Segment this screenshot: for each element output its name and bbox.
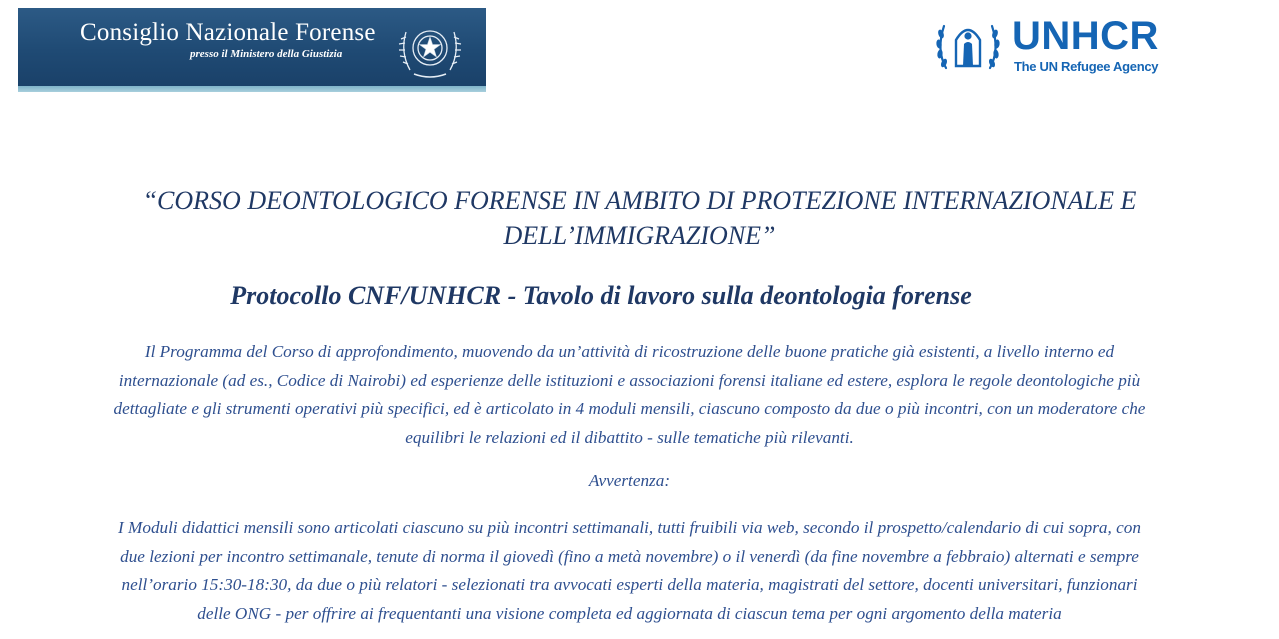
warning-label-text: Avvertenza: xyxy=(588,471,671,490)
unhcr-tagline: The UN Refugee Agency xyxy=(1014,59,1159,74)
cnf-banner-stripe xyxy=(18,86,486,92)
course-title-line-2: DELL’IMMIGRAZIONE” xyxy=(503,221,776,250)
notice-line-3: nell’orario 15:30-18:30, da due o più relatori - selezionati tra avvocati esperti della materia, magistrati del settore, docenti universitari, funzionari xyxy=(121,575,1138,594)
intro-line-2: internazionale (ad es., Codice di Nairobi) ed esperienze delle istituzioni e associazioni forensi italiane ed estere, esplora le regole deontologiche più xyxy=(118,370,1141,390)
course-title-line-1: “CORSO DEONTOLOGICO FORENSE IN AMBITO DI PROTEZIONE INTERNAZIONALE E xyxy=(142,186,1137,215)
notice-line-2: due lezioni per incontro settimanale, tenute di norma il giovedì (fino a metà novembre) o il venerdì (da fine novembre a febbraio) alternati e sempre xyxy=(120,546,1139,566)
cnf-subtitle: presso il Ministero della Giustizia xyxy=(190,48,343,60)
unhcr-logo xyxy=(934,14,1190,78)
course-title xyxy=(0,183,1279,253)
intro-paragraph xyxy=(0,338,1259,452)
intro-line-1: Il Programma del Corso di approfondimento, muovendo da un’attività di ricostruzione delle buone pratiche già esistenti, a livello interno ed xyxy=(144,342,1115,361)
protocol-subtitle: Protocollo CNF/UNHCR - Tavolo di lavoro sulla deontologia forense xyxy=(230,281,972,310)
notice-paragraph xyxy=(0,514,1259,628)
intro-line-4: equilibri le relazioni ed il dibattito - sulle tematiche più rilevanti. xyxy=(405,427,854,447)
notice-line-1: I Moduli didattici mensili sono articolati ciascuno su più incontri settimanali, tutti fruibili via web, secondo il prospetto/calendario di cui sopra, con xyxy=(118,518,1141,537)
unhcr-wordmark: UNHCR xyxy=(1012,14,1159,58)
notice-line-4: delle ONG - per offrire ai frequentanti una visione completa ed aggiornata di ciascun tema per ogni argomento della materia xyxy=(197,603,1062,623)
intro-line-3: dettagliate e gli strumenti operativi più specifici, ed è articolato in 4 moduli mensili, ciascuno composto da due o più incontri, con un moderatore che xyxy=(113,399,1146,418)
cnf-logo-banner xyxy=(18,8,486,86)
unhcr-emblem-icon xyxy=(934,14,1002,74)
warning-label xyxy=(0,467,1259,496)
italian-emblem-icon xyxy=(396,12,464,82)
cnf-name: Consiglio Nazionale Forense xyxy=(80,19,376,46)
